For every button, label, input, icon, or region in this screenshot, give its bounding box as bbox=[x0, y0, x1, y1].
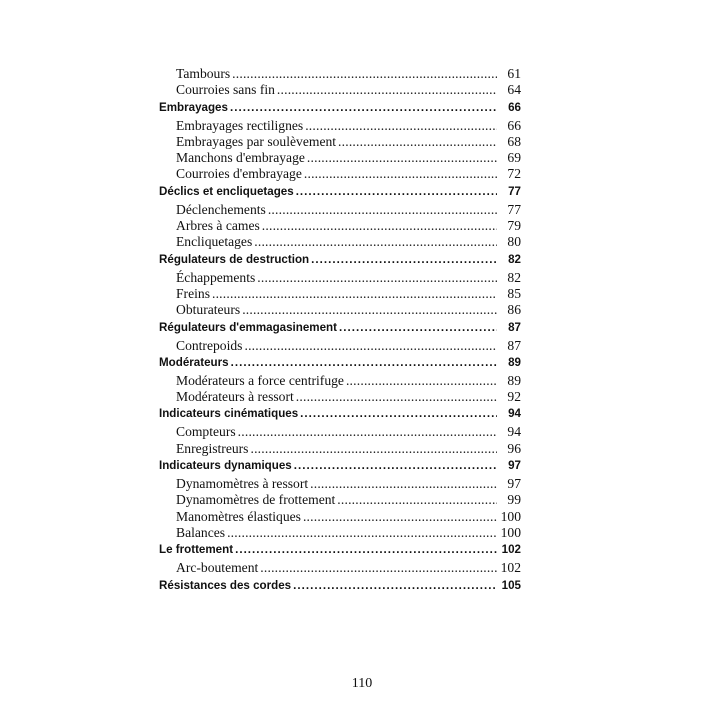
toc-section-label: Régulateurs d'emmagasinement bbox=[159, 320, 338, 334]
toc-entry bbox=[159, 525, 521, 541]
dot-leader bbox=[227, 525, 497, 541]
toc-section-heading bbox=[159, 542, 521, 558]
toc-section-heading bbox=[159, 320, 521, 336]
toc-entry-label: Balances bbox=[176, 524, 226, 540]
toc-entry bbox=[159, 389, 521, 405]
toc-section-page: 105 bbox=[501, 578, 521, 592]
toc-section-heading bbox=[159, 100, 521, 116]
dot-leader bbox=[311, 252, 497, 268]
toc-entry bbox=[159, 373, 521, 389]
dot-leader bbox=[238, 424, 497, 440]
dot-leader bbox=[303, 509, 497, 525]
dot-leader bbox=[300, 406, 497, 422]
toc-section-page: 97 bbox=[508, 459, 521, 473]
toc-entry bbox=[159, 492, 521, 508]
toc-entry-label: Courroies d'embrayage bbox=[176, 166, 302, 182]
toc-entry-label: Freins bbox=[176, 285, 210, 301]
toc-entry-page: 87 bbox=[507, 337, 521, 353]
toc-entry-page: 82 bbox=[507, 269, 521, 285]
toc-entry-page: 77 bbox=[507, 201, 521, 217]
dot-leader bbox=[339, 320, 497, 336]
toc-section-label: Régulateurs de destruction bbox=[159, 252, 310, 266]
toc-section-page: 77 bbox=[508, 184, 521, 198]
dot-leader bbox=[250, 441, 497, 457]
toc-section-label: Le frottement bbox=[159, 543, 234, 557]
toc-entry-page: 96 bbox=[507, 440, 521, 456]
toc-entry bbox=[159, 66, 521, 82]
toc-entry-page: 79 bbox=[507, 218, 521, 234]
toc-section-heading bbox=[159, 406, 521, 422]
toc-entry-label: Embrayages par soulèvement bbox=[176, 133, 337, 149]
toc-section-page: 87 bbox=[508, 320, 521, 334]
toc-entry bbox=[159, 234, 521, 250]
dot-leader bbox=[307, 150, 497, 166]
toc-entry bbox=[159, 509, 521, 525]
toc-entry-page: 92 bbox=[507, 389, 521, 405]
toc-section-label: Déclics et encliquetages bbox=[159, 184, 294, 198]
toc-entry-page: 61 bbox=[507, 66, 521, 81]
toc-entry bbox=[159, 424, 521, 440]
toc-entry-page: 86 bbox=[507, 302, 521, 318]
dot-leader bbox=[231, 355, 497, 371]
toc-entry-label: Arbres à cames bbox=[176, 218, 260, 234]
dot-leader bbox=[277, 82, 497, 98]
toc-entry-page: 89 bbox=[507, 372, 521, 388]
toc-entry-page: 68 bbox=[507, 133, 521, 149]
toc-entry bbox=[159, 202, 521, 218]
toc-section-label: Embrayages bbox=[159, 100, 228, 114]
dot-leader bbox=[293, 578, 497, 594]
toc-entry bbox=[159, 441, 521, 457]
toc-entry bbox=[159, 286, 521, 302]
toc-section-page: 82 bbox=[508, 252, 521, 266]
toc-section-heading bbox=[159, 578, 521, 594]
toc-entry-label: Tambours bbox=[176, 66, 231, 81]
toc-entry-page: 69 bbox=[507, 150, 521, 166]
toc-entry bbox=[159, 82, 521, 98]
toc-entry-label: Compteurs bbox=[176, 424, 236, 440]
toc-section-page: 94 bbox=[508, 407, 521, 421]
toc-entry-label: Manomètres élastiques bbox=[176, 508, 301, 524]
dot-leader bbox=[244, 338, 497, 354]
toc-entry-label: Enregistreurs bbox=[176, 440, 249, 456]
dot-leader bbox=[346, 373, 497, 389]
dot-leader bbox=[337, 492, 497, 508]
page-number: 110 bbox=[351, 676, 373, 691]
toc-section-label: Modérateurs bbox=[159, 355, 229, 369]
toc-entry-label: Manchons d'embrayage bbox=[176, 150, 305, 166]
toc-entry-page: 72 bbox=[507, 166, 521, 182]
toc-entry-page: 64 bbox=[507, 82, 521, 98]
toc-section-label: Résistances des cordes bbox=[159, 578, 292, 592]
toc-entry-label: Arc-boutement bbox=[176, 560, 259, 576]
toc-section-label: Indicateurs dynamiques bbox=[159, 459, 292, 473]
toc-entry bbox=[159, 166, 521, 182]
toc-section-label: Indicateurs cinématiques bbox=[159, 407, 299, 421]
dot-leader bbox=[268, 202, 497, 218]
toc-entry-page: 66 bbox=[507, 117, 521, 133]
toc-entry-page: 97 bbox=[507, 476, 521, 492]
toc-entry-label: Dynamomètres à ressort bbox=[176, 476, 309, 492]
dot-leader bbox=[310, 476, 497, 492]
toc-entry bbox=[159, 302, 521, 318]
toc-entry bbox=[159, 560, 521, 576]
dot-leader bbox=[235, 542, 497, 558]
toc-entry-label: Modérateurs a force centrifuge bbox=[176, 372, 344, 388]
toc-entry bbox=[159, 338, 521, 354]
dot-leader bbox=[260, 560, 497, 576]
toc-entry bbox=[159, 218, 521, 234]
toc-entry bbox=[159, 118, 521, 134]
dot-leader bbox=[257, 270, 497, 286]
dot-leader bbox=[338, 134, 497, 150]
dot-leader bbox=[230, 100, 497, 116]
dot-leader bbox=[254, 234, 497, 250]
toc-entry bbox=[159, 476, 521, 492]
toc-entry bbox=[159, 134, 521, 150]
toc-entry bbox=[159, 270, 521, 286]
toc-section-heading bbox=[159, 355, 521, 371]
toc-entry-label: Obturateurs bbox=[176, 302, 241, 318]
toc-entry bbox=[159, 150, 521, 166]
toc-entry-label: Encliquetages bbox=[176, 234, 253, 250]
toc-section-heading bbox=[159, 458, 521, 474]
toc-section-page: 66 bbox=[508, 100, 521, 114]
dot-leader bbox=[296, 184, 497, 200]
toc-entry-label: Courroies sans fin bbox=[176, 82, 275, 98]
toc-section-page: 89 bbox=[508, 355, 521, 369]
toc-entry-label: Dynamomètres de frottement bbox=[176, 492, 336, 508]
toc-entry-label: Déclenchements bbox=[176, 201, 266, 217]
dot-leader bbox=[232, 66, 497, 82]
toc-section-page: 102 bbox=[501, 543, 521, 557]
toc-entry-label: Embrayages rectilignes bbox=[176, 117, 304, 133]
dot-leader bbox=[262, 218, 497, 234]
toc-entry-page: 102 bbox=[500, 560, 521, 576]
dot-leader bbox=[296, 389, 497, 405]
toc-entry-label: Échappements bbox=[176, 269, 256, 285]
dot-leader bbox=[294, 458, 497, 474]
toc-entry-page: 100 bbox=[500, 508, 521, 524]
toc-entry-page: 80 bbox=[507, 234, 521, 250]
dot-leader bbox=[304, 166, 497, 182]
dot-leader bbox=[305, 118, 497, 134]
dot-leader bbox=[242, 302, 497, 318]
toc-entry-label: Contrepoids bbox=[176, 337, 243, 353]
toc-entry-label: Modérateurs à ressort bbox=[176, 389, 294, 405]
toc-entry-page: 100 bbox=[500, 524, 521, 540]
dot-leader bbox=[212, 286, 497, 302]
toc-entry-page: 99 bbox=[507, 492, 521, 508]
toc-section-heading bbox=[159, 252, 521, 268]
toc-section-heading bbox=[159, 184, 521, 200]
toc-entry-page: 85 bbox=[507, 285, 521, 301]
toc-entry-page: 94 bbox=[507, 424, 521, 440]
table-of-contents bbox=[159, 66, 521, 596]
